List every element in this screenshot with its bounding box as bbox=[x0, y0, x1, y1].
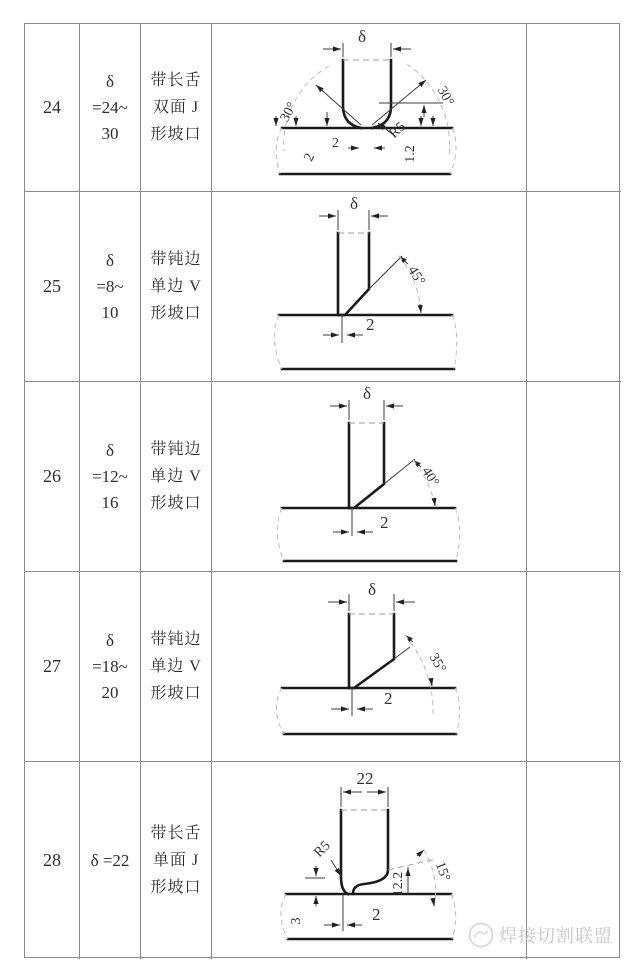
groove-name-line: 形坡口 bbox=[150, 305, 202, 322]
groove-name-line: 双面 J bbox=[152, 99, 200, 116]
thickness-line: 20 bbox=[101, 682, 119, 702]
thickness-cell bbox=[80, 572, 141, 762]
notes-cell bbox=[527, 572, 621, 762]
angle-label: 40° bbox=[418, 464, 442, 490]
groove-name-cell bbox=[141, 762, 212, 959]
radius-label: R5 bbox=[386, 119, 409, 142]
groove-name-cell bbox=[141, 24, 212, 192]
edge-height-label: 3 bbox=[289, 917, 304, 924]
gap-label: 2 bbox=[384, 689, 393, 708]
diagram-cell bbox=[212, 24, 527, 192]
dimensions bbox=[276, 27, 456, 164]
row-number: 28 bbox=[43, 850, 61, 870]
dim-label-delta: δ bbox=[357, 27, 367, 46]
base-plate bbox=[281, 894, 456, 939]
diagram-cell bbox=[212, 572, 527, 762]
dimensions bbox=[330, 384, 442, 536]
dimensions bbox=[319, 194, 428, 343]
groove-name-line: 形坡口 bbox=[150, 879, 202, 896]
watermark bbox=[466, 920, 613, 950]
thickness-line: δ bbox=[105, 630, 114, 650]
angle-label: 35° bbox=[425, 651, 449, 676]
vertical-plate bbox=[341, 810, 388, 894]
row-number-cell bbox=[25, 192, 80, 382]
dim-label-delta: δ bbox=[367, 580, 377, 599]
diagram-double-j-groove bbox=[212, 24, 526, 191]
notes-cell bbox=[527, 382, 621, 572]
dimensions bbox=[328, 580, 448, 716]
watermark-text: 焊接切割联盟 bbox=[499, 926, 613, 946]
groove-name-line: 形坡口 bbox=[150, 126, 202, 143]
thickness-line: δ =22 bbox=[90, 850, 130, 870]
diagram-cell bbox=[212, 382, 527, 572]
thickness-line: =8~ bbox=[96, 276, 124, 296]
thickness-line: 16 bbox=[101, 492, 119, 512]
notes-cell bbox=[527, 24, 621, 192]
thickness-line: δ bbox=[105, 250, 114, 270]
thickness-cell bbox=[80, 192, 141, 382]
groove-name-cell bbox=[141, 572, 212, 762]
groove-name-line: 带钝边 bbox=[150, 251, 202, 268]
angle-label-right: 30° bbox=[433, 84, 457, 109]
thickness-line: δ bbox=[105, 440, 114, 460]
radius-label: R5 bbox=[311, 837, 334, 861]
base-plate bbox=[276, 128, 456, 174]
row-number: 24 bbox=[43, 97, 61, 117]
groove-name-line: 单边 V bbox=[150, 468, 202, 485]
gap-label: 2 bbox=[372, 904, 381, 924]
vertical-plate bbox=[338, 233, 369, 315]
vertical-plate bbox=[349, 423, 384, 508]
thickness-line: δ bbox=[105, 71, 114, 91]
thickness-cell bbox=[80, 24, 141, 192]
groove-name-line: 单边 V bbox=[150, 278, 202, 295]
groove-name-line: 形坡口 bbox=[150, 495, 202, 512]
diagram-single-bevel-35 bbox=[212, 572, 526, 761]
groove-name-line: 带长舌 bbox=[150, 72, 202, 89]
angle-label: 45° bbox=[404, 263, 428, 289]
angle-label-left: 30° bbox=[277, 100, 301, 125]
groove-name-line: 形坡口 bbox=[150, 685, 202, 702]
row-number-cell bbox=[25, 572, 80, 762]
base-plate bbox=[277, 508, 459, 561]
vertical-plate bbox=[343, 60, 391, 128]
dim-label-2-rotated: 2 bbox=[301, 151, 319, 164]
groove-name-line: 单面 J bbox=[152, 852, 200, 869]
thickness-line: 30 bbox=[101, 123, 119, 143]
thickness-line: =12~ bbox=[92, 466, 128, 486]
notes-cell bbox=[527, 192, 621, 382]
row-number: 26 bbox=[43, 466, 61, 486]
thickness-line: =24~ bbox=[92, 97, 128, 117]
row-number: 25 bbox=[43, 276, 61, 296]
depth-label: 12.2 bbox=[391, 871, 406, 896]
dim-label-delta: δ bbox=[349, 194, 359, 213]
groove-table bbox=[24, 23, 620, 958]
gap-label: 2 bbox=[380, 513, 389, 532]
thickness-line: 10 bbox=[101, 302, 119, 322]
vertical-plate bbox=[349, 614, 394, 688]
diagram-single-bevel-45 bbox=[212, 192, 526, 381]
groove-name-cell bbox=[141, 192, 212, 382]
welding-alliance-logo-icon bbox=[466, 920, 496, 950]
groove-name-line: 带长舌 bbox=[150, 825, 202, 842]
dim-label-width: 22 bbox=[356, 768, 374, 788]
dim-label-delta: δ bbox=[362, 384, 372, 403]
groove-name-cell bbox=[141, 382, 212, 572]
row-number-cell bbox=[25, 762, 80, 959]
thickness-line: =18~ bbox=[92, 656, 128, 676]
row-number-cell bbox=[25, 382, 80, 572]
dim-label-2: 2 bbox=[332, 136, 339, 151]
dim-label-1-2: 1.2 bbox=[403, 145, 418, 163]
thickness-cell bbox=[80, 382, 141, 572]
groove-name-line: 带钝边 bbox=[150, 441, 202, 458]
diagram-cell bbox=[212, 192, 527, 382]
row-number-cell bbox=[25, 24, 80, 192]
gap-label: 2 bbox=[366, 315, 375, 334]
dimensions bbox=[289, 769, 453, 931]
diagram-single-bevel-40 bbox=[212, 382, 526, 571]
thickness-cell bbox=[80, 762, 141, 959]
groove-name-line: 单边 V bbox=[150, 658, 202, 675]
groove-name-line: 带钝边 bbox=[150, 631, 202, 648]
row-number: 27 bbox=[43, 656, 61, 676]
angle-label: 15° bbox=[431, 859, 453, 884]
